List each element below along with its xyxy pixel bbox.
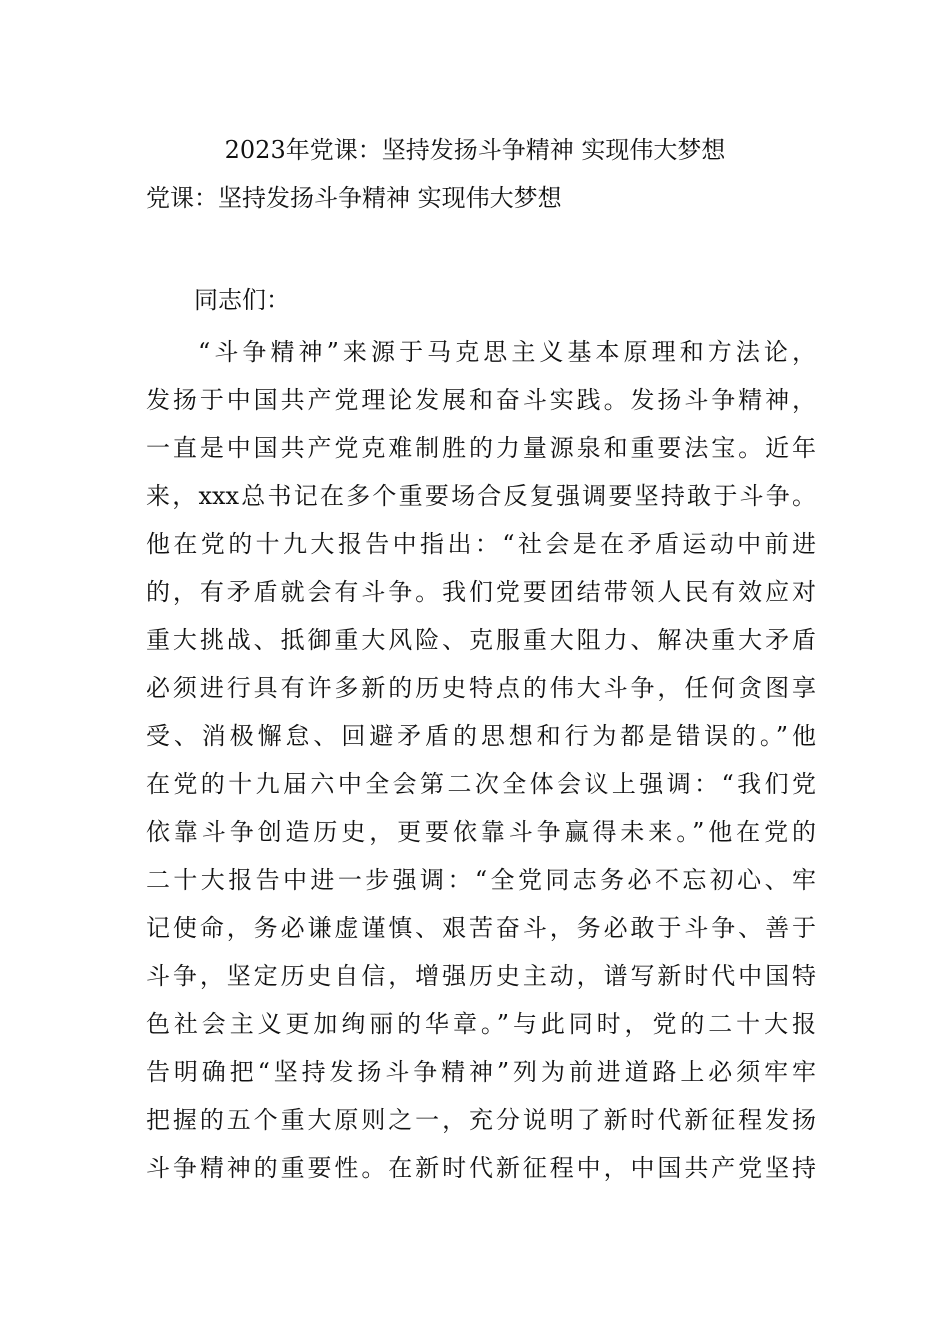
body-line: 斗争，坚定历史自信，增强历史主动，谱写新时代中国特 <box>146 962 816 990</box>
body-line: 的，有矛盾就会有斗争。我们党要团结带领人民有效应对 <box>146 578 816 606</box>
body-line: 在党的十九届六中全会第二次全体会议上强调：“我们党 <box>146 770 816 798</box>
body-line: 受、消极懈怠、回避矛盾的思想和行为都是错误的。”他 <box>146 722 816 750</box>
body-line: 记使命，务必谦虚谨慎、艰苦奋斗，务必敢于斗争、善于 <box>146 914 816 942</box>
body-line: 来，xxx总书记在多个重要场合反复强调要坚持敢于斗争。 <box>146 482 816 510</box>
body-line: 色社会主义更加绚丽的华章。”与此同时，党的二十大报 <box>146 1010 816 1038</box>
body-line: 一直是中国共产党克难制胜的力量源泉和重要法宝。近年 <box>146 434 816 462</box>
body-line: “斗争精神”来源于马克思主义基本原理和方法论， <box>198 338 816 366</box>
body-line: 重大挑战、抵御重大风险、克服重大阻力、解决重大矛盾 <box>146 626 816 654</box>
body-line: 斗争精神的重要性。在新时代新征程中，中国共产党坚持 <box>146 1154 816 1182</box>
body-paragraph <box>146 328 816 1192</box>
body-line: 告明确把“坚持发扬斗争精神”列为前进道路上必须牢牢 <box>146 1058 816 1086</box>
document-title: 2023年党课：坚持发扬斗争精神 实现伟大梦想 <box>224 136 726 164</box>
salutation: 同志们： <box>194 286 290 314</box>
body-line: 发扬于中国共产党理论发展和奋斗实践。发扬斗争精神， <box>146 386 816 414</box>
document-subtitle: 党课：坚持发扬斗争精神 实现伟大梦想 <box>146 184 562 212</box>
body-line: 依靠斗争创造历史，更要依靠斗争赢得未来。”他在党的 <box>146 818 816 846</box>
body-line: 二十大报告中进一步强调：“全党同志务必不忘初心、牢 <box>146 866 816 894</box>
body-line: 把握的五个重大原则之一，充分说明了新时代新征程发扬 <box>146 1106 816 1134</box>
body-line: 必须进行具有许多新的历史特点的伟大斗争，任何贪图享 <box>146 674 816 702</box>
body-line: 他在党的十九大报告中指出：“社会是在矛盾运动中前进 <box>146 530 816 558</box>
